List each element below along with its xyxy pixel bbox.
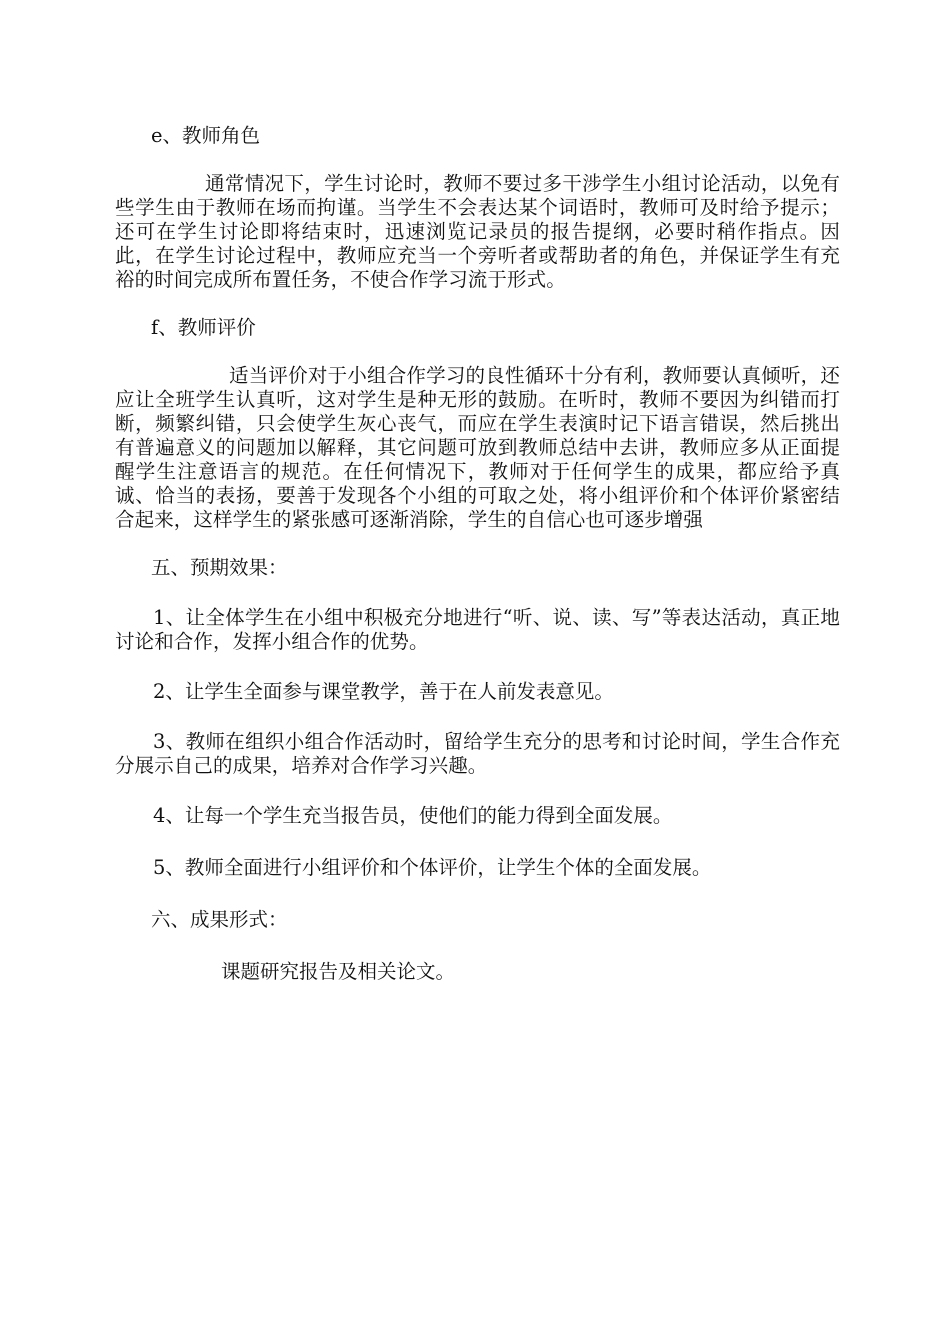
document-page [115,122,840,986]
section-six-heading: 六、成果形式： [151,908,288,931]
expected-effect-item-2: 2、让学生全面参与课堂教学，善于在人前发表意见。 [153,680,614,703]
section-six-text: 课题研究报告及相关论文。 [221,960,456,983]
expected-effect-item-1: 1、让全体学生在小组中积极充分地进行“听、说、读、写”等表达活动，真正地讨论和合作，发挥小组合作的优势。 [115,606,840,653]
section-five-heading: 五、预期效果： [151,556,288,579]
expected-effect-item-4: 4、让每一个学生充当报告员，使他们的能力得到全面发展。 [153,804,673,827]
section-e-heading: e、教师角色 [151,124,261,147]
section-f-heading: f、教师评价 [151,316,256,339]
section-f-paragraph: 适当评价对于小组合作学习的良性循环十分有利，教师要认真倾听，还应让全班学生认真听，这对学生是种无形的鼓励。在听时，教师不要因为纠错而打断，频繁纠错，只会使学生灰心丧气，而应在学生表演时记下语言错误，然后挑出有普遍意义的问题加以解释，其它问题可放到教师总结中去讲，教师应多从正面提醒学生注意语言的规范。在任何情况下，教师对于任何学生的成果，都应给予真诚、恰当的表扬，要善于发现各个小组的可取之处，将小组评价和个体评价紧密结合起来，这样学生的紧张感可逐渐消除，学生的自信心也可逐步增强 [115,364,840,531]
section-e-paragraph: 通常情况下，学生讨论时，教师不要过多干涉学生小组讨论活动，以免有些学生由于教师在场而拘谨。当学生不会表达某个词语时，教师可及时给予提示；还可在学生讨论即将结束时，迅速浏览记录员的报告提纲，必要时稍作指点。因此，在学生讨论过程中，教师应充当一个旁听者或帮助者的角色，并保证学生有充裕的时间完成所布置任务，不使合作学习流于形式。 [115,172,840,291]
expected-effect-item-5: 5、教师全面进行小组评价和个体评价，让学生个体的全面发展。 [153,856,712,879]
expected-effect-item-3: 3、教师在组织小组合作活动时，留给学生充分的思考和讨论时间，学生合作充分展示自己的成果，培养对合作学习兴趣。 [115,730,840,777]
